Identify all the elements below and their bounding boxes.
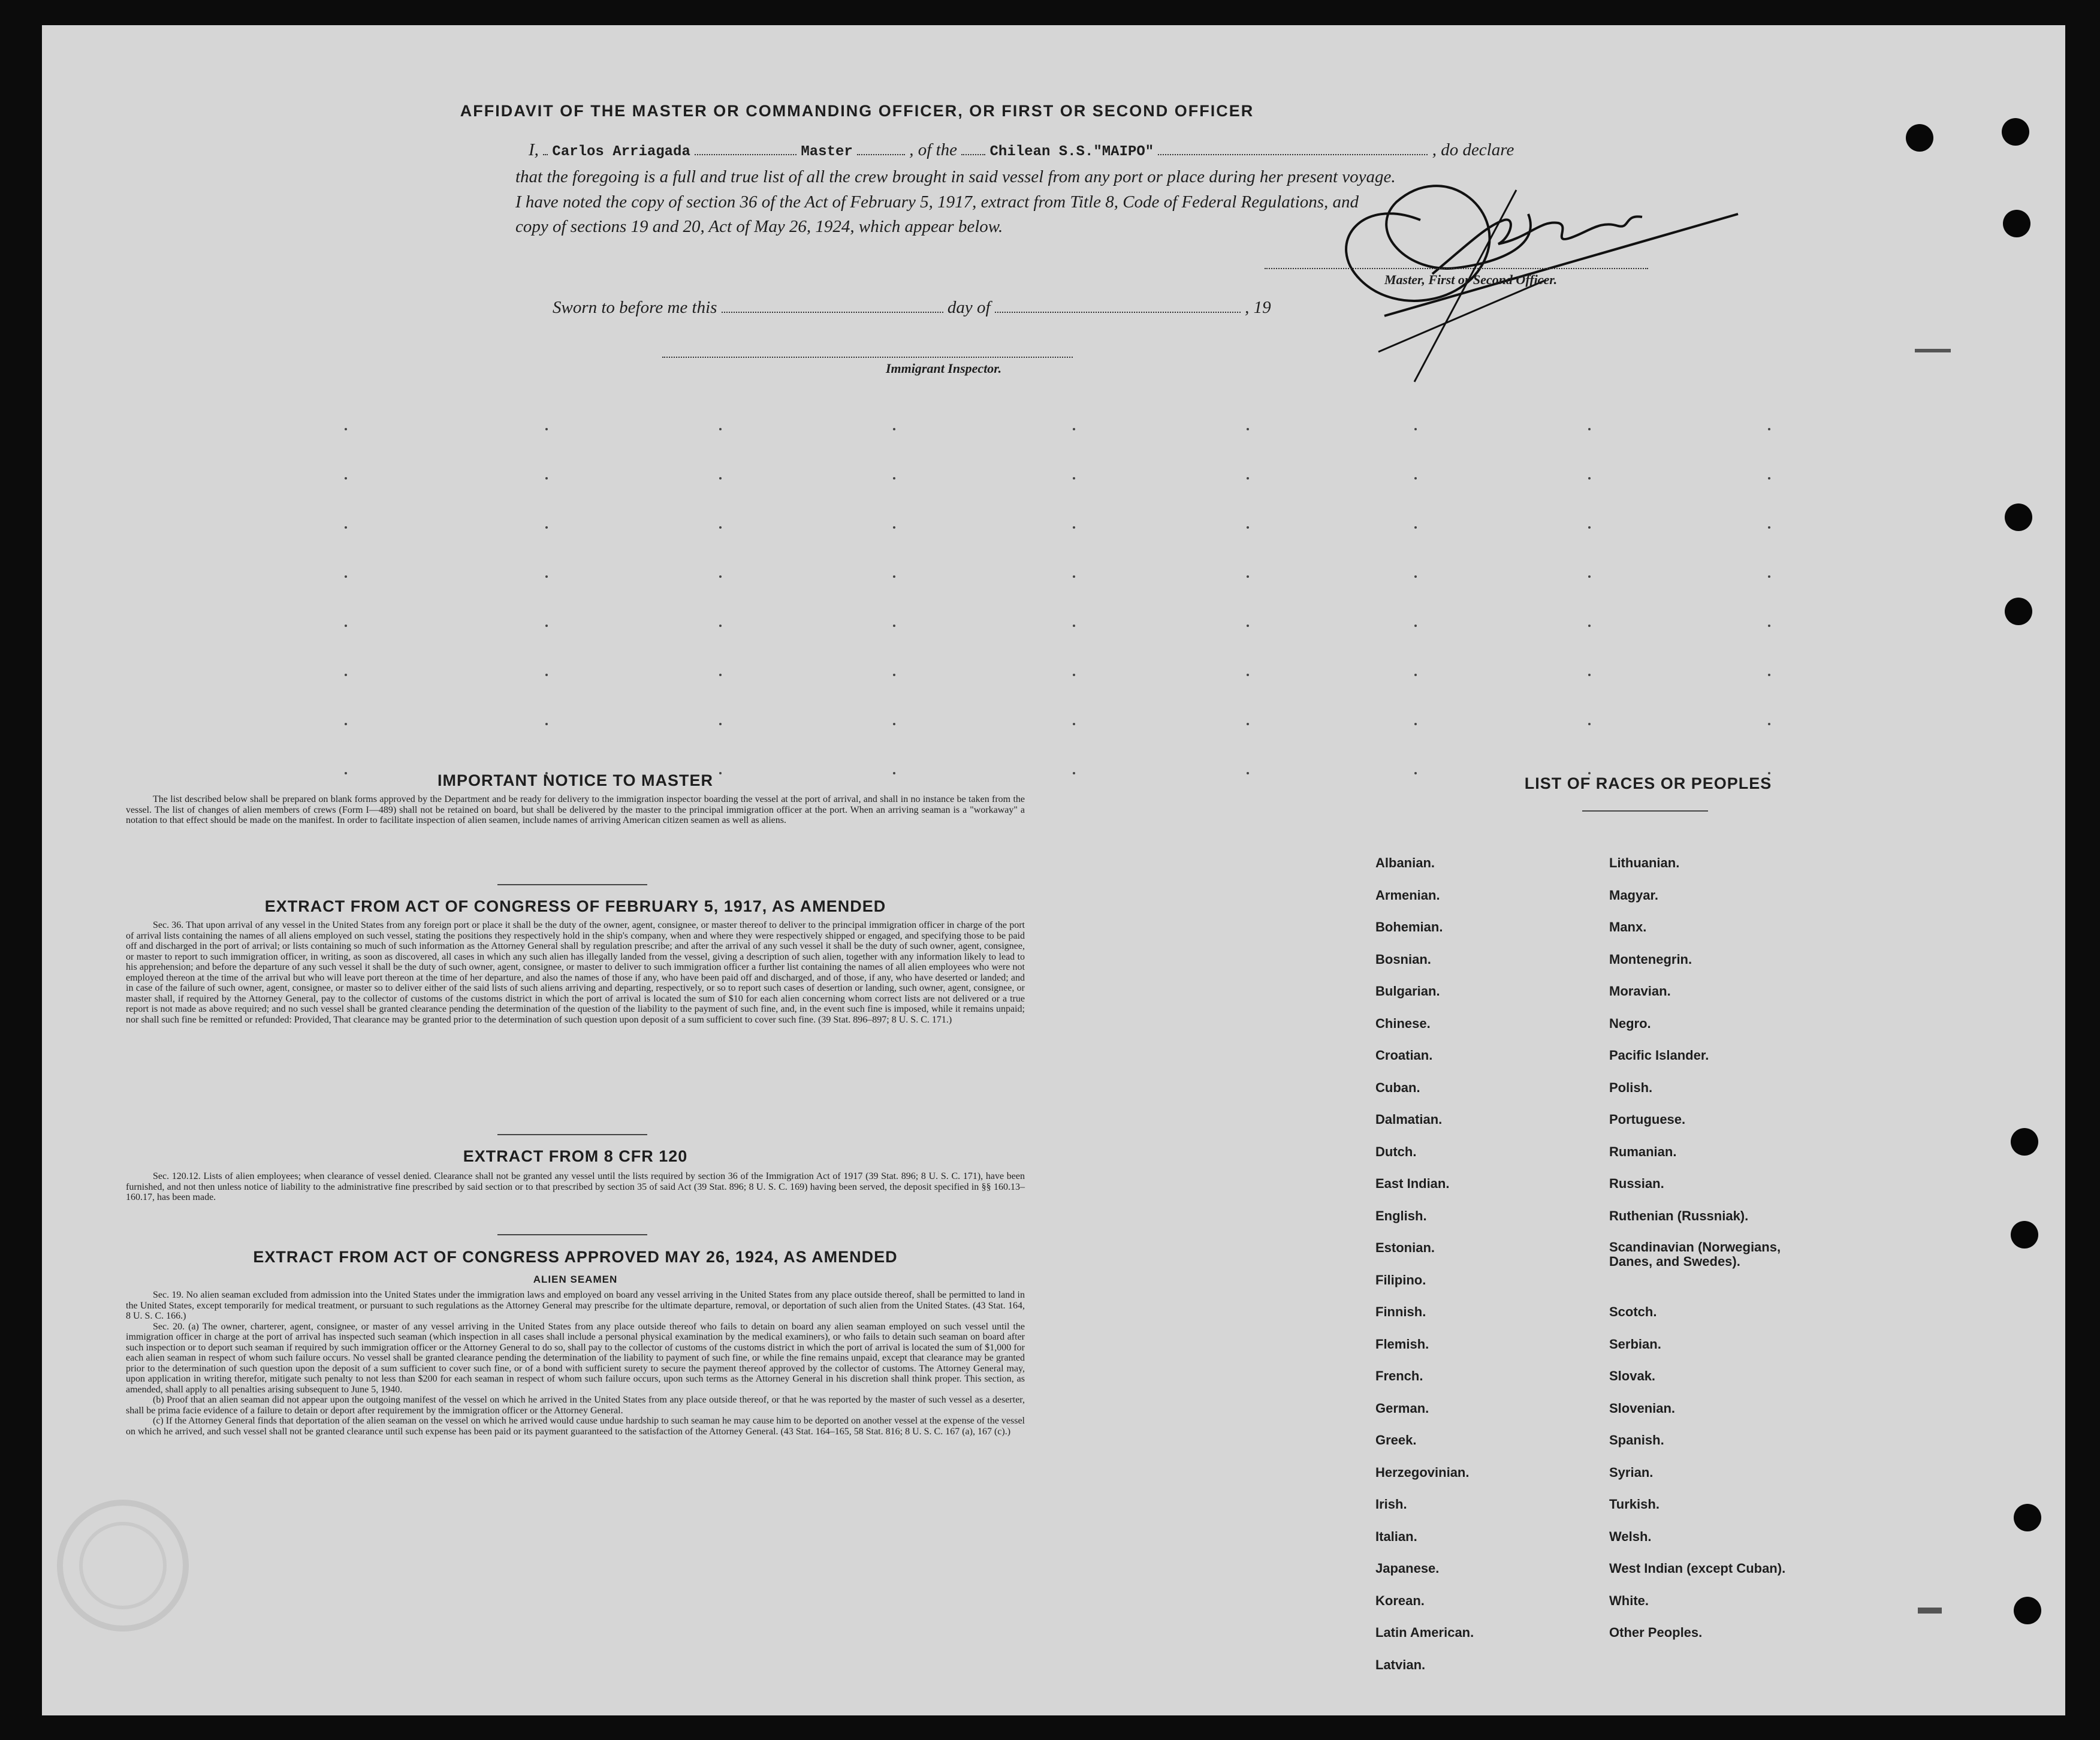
- grid-dot: [1073, 526, 1075, 529]
- grid-dot: [1588, 428, 1591, 430]
- master-name: Carlos Arriagada: [552, 144, 690, 160]
- grid-dot: [545, 674, 548, 676]
- race-item: Serbian.: [1609, 1336, 1661, 1352]
- grid-dot: [1414, 477, 1417, 480]
- grid-dot: [345, 625, 347, 627]
- divider: [497, 1234, 647, 1235]
- races-title: LIST OF RACES OR PEOPLES: [1524, 774, 1772, 792]
- race-item: Montenegrin.: [1609, 951, 1692, 967]
- race-item: Scandinavian (Norwegians, Danes, and Swedes).: [1609, 1240, 1781, 1269]
- affidavit-prefix: I,: [529, 140, 539, 159]
- race-item: Estonian.: [1375, 1240, 1435, 1255]
- divider: [497, 1134, 647, 1135]
- race-item: Latvian.: [1375, 1657, 1426, 1672]
- race-item: English.: [1375, 1208, 1427, 1223]
- year-label: , 19: [1245, 298, 1271, 317]
- grid-dot: [345, 674, 347, 676]
- grid-dot: [1247, 477, 1249, 480]
- race-item: Armenian.: [1375, 887, 1440, 903]
- race-item: Syrian.: [1609, 1464, 1654, 1480]
- race-item: Moravian.: [1609, 984, 1671, 999]
- sec-19-text: Sec. 19. No alien seaman excluded from admission into the United States under the immigration laws and employed on board any vessel arriving in the United States from any place outside thereof, shall be permitted to land in the United States, except temporarily for medical treatment, or pursuant to such regulations as the Attorney General may prescribe for the ultimate departure, removal, or deportation of such alien from the United States. (43 Stat. 164, 8 U. S. C. 166.): [126, 1290, 1025, 1321]
- grid-dot: [1247, 575, 1249, 578]
- race-item: Latin American.: [1375, 1625, 1474, 1640]
- grid-dot: [345, 428, 347, 430]
- race-item: Russian.: [1609, 1176, 1664, 1191]
- grid-dot: [893, 575, 895, 578]
- grid-dot: [345, 723, 347, 725]
- race-item: Cuban.: [1375, 1079, 1420, 1095]
- extract-1924-title: EXTRACT FROM ACT OF CONGRESS APPROVED MAY 26, 1924, AS AMENDED: [253, 1248, 898, 1266]
- inspector-caption: Immigrant Inspector.: [886, 361, 1002, 376]
- grid-dot: [893, 723, 895, 725]
- race-item: French.: [1375, 1368, 1423, 1383]
- race-item: Pacific Islander.: [1609, 1048, 1709, 1063]
- grid-dot: [1768, 625, 1770, 627]
- grid-dot: [719, 625, 722, 627]
- grid-dot: [545, 625, 548, 627]
- notice-title: IMPORTANT NOTICE TO MASTER: [437, 771, 713, 789]
- notice-text: The list described below shall be prepared on blank forms approved by the Department and be ready for delivery to the immigration inspector boarding the vessel at the port of arrival, and shall in no instance be taken from the vessel. The list of changes of alien members of crews (Form I—489) shall not be retained on board, but shall be delivered by the master to the principal immigration officer at the port. When an arriving seaman is a "workaway" a notation to that effect should be made on the manifest. In order to facilitate inspection of alien seamen, include names of arriving American citizen seamen as well as aliens.: [126, 794, 1025, 825]
- grid-dot: [1073, 674, 1075, 676]
- punch-hole: [2005, 598, 2032, 625]
- race-item: Manx.: [1609, 919, 1647, 934]
- race-item: Welsh.: [1609, 1528, 1652, 1544]
- grid-dot: [1073, 477, 1075, 480]
- race-item: Flemish.: [1375, 1336, 1429, 1352]
- rank-field: Master: [801, 144, 853, 160]
- race-item: Ruthenian (Russniak).: [1609, 1208, 1749, 1223]
- grid-dot: [1247, 674, 1249, 676]
- race-item: Korean.: [1375, 1593, 1425, 1608]
- grid-dot: [1768, 674, 1770, 676]
- race-item: White.: [1609, 1593, 1649, 1608]
- affidavit-title: AFFIDAVIT OF THE MASTER OR COMMANDING OFFICER, OR FIRST OR SECOND OFFICER: [460, 102, 1254, 120]
- grid-dot: [719, 575, 722, 578]
- punch-hole: [2011, 1128, 2038, 1156]
- affidavit-line-4: copy of sections 19 and 20, Act of May 26, 1924, which appear below.: [515, 217, 1003, 236]
- grid-dot: [1768, 428, 1770, 430]
- grid-dot: [545, 723, 548, 725]
- race-item: East Indian.: [1375, 1176, 1450, 1191]
- declare-label: , do declare: [1432, 140, 1514, 159]
- race-item: Other Peoples.: [1609, 1625, 1703, 1640]
- day-of-label: day of: [947, 298, 991, 317]
- race-item: Dutch.: [1375, 1144, 1417, 1159]
- affidavit-line-3: I have noted the copy of section 36 of the Act of February 5, 1917, extract from Title 8, Code of Federal Regulations, and: [515, 192, 1359, 212]
- sworn-label: Sworn to before me this: [553, 298, 717, 317]
- race-item: Rumanian.: [1609, 1144, 1677, 1159]
- grid-dot: [1768, 477, 1770, 480]
- grid-dot: [1768, 526, 1770, 529]
- punch-hole: [2002, 118, 2029, 146]
- grid-dot: [893, 477, 895, 480]
- grid-dot: [545, 575, 548, 578]
- grid-dot: [893, 526, 895, 529]
- punch-hole: [2014, 1504, 2041, 1531]
- race-item: Scotch.: [1609, 1304, 1657, 1319]
- race-item: Greek.: [1375, 1433, 1417, 1448]
- document-page: [42, 25, 2065, 1715]
- grid-dot: [1247, 772, 1249, 774]
- grid-dot: [719, 723, 722, 725]
- race-item: Portuguese.: [1609, 1112, 1686, 1127]
- grid-dot: [1073, 428, 1075, 430]
- race-item: Italian.: [1375, 1528, 1417, 1544]
- grid-dot: [1588, 526, 1591, 529]
- race-item: Irish.: [1375, 1497, 1407, 1512]
- race-item: Japanese.: [1375, 1561, 1440, 1576]
- grid-dot: [545, 477, 548, 480]
- punch-hole: [2003, 210, 2030, 237]
- grid-dot: [1414, 428, 1417, 430]
- divider: [497, 884, 647, 885]
- grid-dot: [1588, 575, 1591, 578]
- grid-dot: [1073, 575, 1075, 578]
- grid-dot: [345, 477, 347, 480]
- sec-20c-text: (c) If the Attorney General finds that deportation of the alien seaman on the vessel on which he arrived would cause undue hardship to such seaman he may cause him to be deported on another vessel at the expense of the vessel on which he arrived, and such vessel shall not be granted clearance until such expense has been paid or its payment guaranteed to the satisfaction of the Attorney General. (43 Stat. 164–165, 58 Stat. 816; 8 U. S. C. 167 (a), 167 (c).): [126, 1416, 1025, 1437]
- race-item: Herzegovinian.: [1375, 1464, 1470, 1480]
- signature-caption: Master, First or Second Officer.: [1384, 272, 1558, 287]
- grid-dot: [1768, 575, 1770, 578]
- grid-dot: [719, 477, 722, 480]
- race-item: Turkish.: [1609, 1497, 1660, 1512]
- race-item: Spanish.: [1609, 1433, 1664, 1448]
- grid-dot: [1073, 625, 1075, 627]
- affidavit-line-2: that the foregoing is a full and true list of all the crew brought in said vessel from any port or place during her present voyage.: [515, 167, 1396, 186]
- grid-dot: [1414, 674, 1417, 676]
- race-item: Bohemian.: [1375, 919, 1443, 934]
- grid-dot: [719, 674, 722, 676]
- grid-dot: [1247, 723, 1249, 725]
- grid-dot: [1414, 526, 1417, 529]
- race-item: Chinese.: [1375, 1015, 1431, 1031]
- race-item: Albanian.: [1375, 855, 1435, 870]
- grid-dot: [719, 526, 722, 529]
- race-item: Polish.: [1609, 1079, 1653, 1095]
- grid-dot: [893, 428, 895, 430]
- race-item: Croatian.: [1375, 1048, 1433, 1063]
- divider: [1582, 810, 1708, 812]
- grid-dot: [1247, 625, 1249, 627]
- race-item: Bulgarian.: [1375, 984, 1440, 999]
- grid-dot: [1247, 526, 1249, 529]
- grid-dot: [1768, 723, 1770, 725]
- race-item: Magyar.: [1609, 887, 1658, 903]
- grid-dot: [1588, 625, 1591, 627]
- extract-cfr-title: EXTRACT FROM 8 CFR 120: [463, 1147, 688, 1165]
- vessel-name: Chilean S.S."MAIPO": [989, 144, 1154, 160]
- seal-mark: [54, 1488, 192, 1643]
- grid-dot: [1247, 428, 1249, 430]
- dot-grid: [42, 25, 2065, 1715]
- sec-20a-text: Sec. 20. (a) The owner, charterer, agent, consignee, or master of any vessel arriving in the United States from any place outside thereof who fails to detain on board any alien seaman employed on such vessel until the immigration officer in charge at the port of arrival has inspected such seaman (which inspection in all cases shall include a personal physical examination by the medical examiners), or who fails to detain such seaman on board after such inspection or to deport such seaman if required by such immigration officer or the Attorney General to do so, shall pay to the collector of customs of the customs district in which the port of arrival is located the sum of $1,000 for each alien seaman in respect of whom such failure occurs. No vessel shall be granted clearance pending the determination of the liability to payment of such fine, or while the fine remains unpaid, except that clearance may be granted prior to the determination of such question upon the deposit of a sum sufficient to cover such fine, or of a bond with sufficient surety to secure the payment thereof approved by the collector of customs. The Attorney General may, upon application in writing therefor, mitigate such penalty to not less than $200 for each seaman in respect of whom such failure occurs, upon such terms as the Attorney General in his discretion shall think proper. This section, as amended, shall apply to all penalties arising subsequent to June 5, 1940.: [126, 1321, 1025, 1395]
- race-item: Slovenian.: [1609, 1400, 1676, 1416]
- grid-dot: [1414, 575, 1417, 578]
- grid-dot: [1073, 772, 1075, 774]
- extract-1924-body: [126, 1290, 1025, 1437]
- grid-dot: [1414, 723, 1417, 725]
- grid-dot: [893, 674, 895, 676]
- race-item: Slovak.: [1609, 1368, 1656, 1383]
- grid-dot: [545, 428, 548, 430]
- extract-1917-text: Sec. 36. That upon arrival of any vessel in the United States from any foreign port or place it shall be the duty of the owner, agent, consignee, or master thereof to deliver to the principal immigration officer in charge of the port of arrival lists containing the names of all aliens employed on such vessel, stating the positions they respectively hold in the ship's company, when and where they were respectively shipped or engaged, and specifying those to be paid off and discharged in the port of arrival; or lists containing so much of such information as the Attorney General shall by regulation prescribe; and after the arrival of any such vessel it shall be the duty of such owner, agent, consignee, or master to report to such immigration officer, in writing, as soon as discovered, all cases in which any such alien has illegally landed from the vessel, giving a description of such alien, together with any information likely to lead to his apprehension; and before the departure of any such vessel it shall be the duty of such owner, agent, consignee, or master to deliver to such immigration officer a further list containing the names of all alien employees who were not employed thereon at the time of the arrival but who will leave port thereon at the time of her departure, and also the names of those if any, who have been paid off and discharged, and of those, if any, who have deserted or landed; and in case of the failure of such owner, agent, consignee, or master so to deliver either of the said lists of such aliens arriving and departing, respectively, or so to report such cases of desertion or landing, such owner, agent, consignee, or master shall, if required by the Attorney General, pay to the collector of customs of the customs district in which the port of arrival is located the sum of $10 for each alien concerning whom correct lists are not delivered or a true report is not made as above required; and no such vessel shall be granted clearance pending the determination of the question of the liability to the payment of such fine, and, in the event such fine is imposed, while it remains unpaid; nor shall such fine be remitted or refunded: Provided, That clearance may be granted prior to the determination of such question upon deposit of a sum sufficient to cover such fine. (39 Stat. 896–897; 8 U. S. C. 171.): [126, 920, 1025, 1025]
- punch-hole: [1906, 124, 1933, 152]
- grid-dot: [1414, 625, 1417, 627]
- of-the-label: , of the: [909, 140, 958, 159]
- race-item: West Indian (except Cuban).: [1609, 1561, 1786, 1576]
- race-item: Bosnian.: [1375, 951, 1431, 967]
- punch-hole: [2005, 503, 2032, 531]
- grid-dot: [1588, 674, 1591, 676]
- grid-dot: [1588, 477, 1591, 480]
- race-item: Filipino.: [1375, 1272, 1426, 1287]
- grid-dot: [545, 526, 548, 529]
- sec-20b-text: (b) Proof that an alien seaman did not appear upon the outgoing manifest of the vessel on which he arrived in the United States from any place outside thereof, or that he was reported by the master of such vessel as a deserter, shall be prima facie evidence of a failure to detain or deport after requirement by the immigration officer or the Attorney General.: [126, 1395, 1025, 1416]
- extract-1924-subtitle: ALIEN SEAMEN: [533, 1274, 618, 1285]
- race-item: Negro.: [1609, 1015, 1651, 1031]
- grid-dot: [1588, 723, 1591, 725]
- grid-dot: [1073, 723, 1075, 725]
- extract-cfr-text: Sec. 120.12. Lists of alien employees; when clearance of vessel denied. Clearance shall not be granted any vessel until the lists required by section 36 of the Immigration Act of 1917 (39 Stat. 896; 8 U. S. C. 171), have been furnished, and not then unless notice of liability to the administrative fine prescribed by said section or to that prescribed by section 35 of said Act (39 Stat. 896; 8 U. S. C. 169) having been served, the deposit specified in §§ 160.13–160.17, has been made.: [126, 1171, 1025, 1202]
- race-item: Finnish.: [1375, 1304, 1426, 1319]
- race-item: Lithuanian.: [1609, 855, 1680, 870]
- race-item: Dalmatian.: [1375, 1112, 1443, 1127]
- margin-mark: [1918, 1608, 1942, 1614]
- race-item: German.: [1375, 1400, 1429, 1416]
- grid-dot: [345, 526, 347, 529]
- punch-hole: [2011, 1221, 2038, 1249]
- grid-dot: [893, 625, 895, 627]
- extract-1917-title: EXTRACT FROM ACT OF CONGRESS OF FEBRUARY 5, 1917, AS AMENDED: [264, 897, 886, 915]
- margin-mark: [1915, 349, 1951, 352]
- grid-dot: [719, 428, 722, 430]
- grid-dot: [345, 575, 347, 578]
- punch-hole: [2014, 1597, 2041, 1624]
